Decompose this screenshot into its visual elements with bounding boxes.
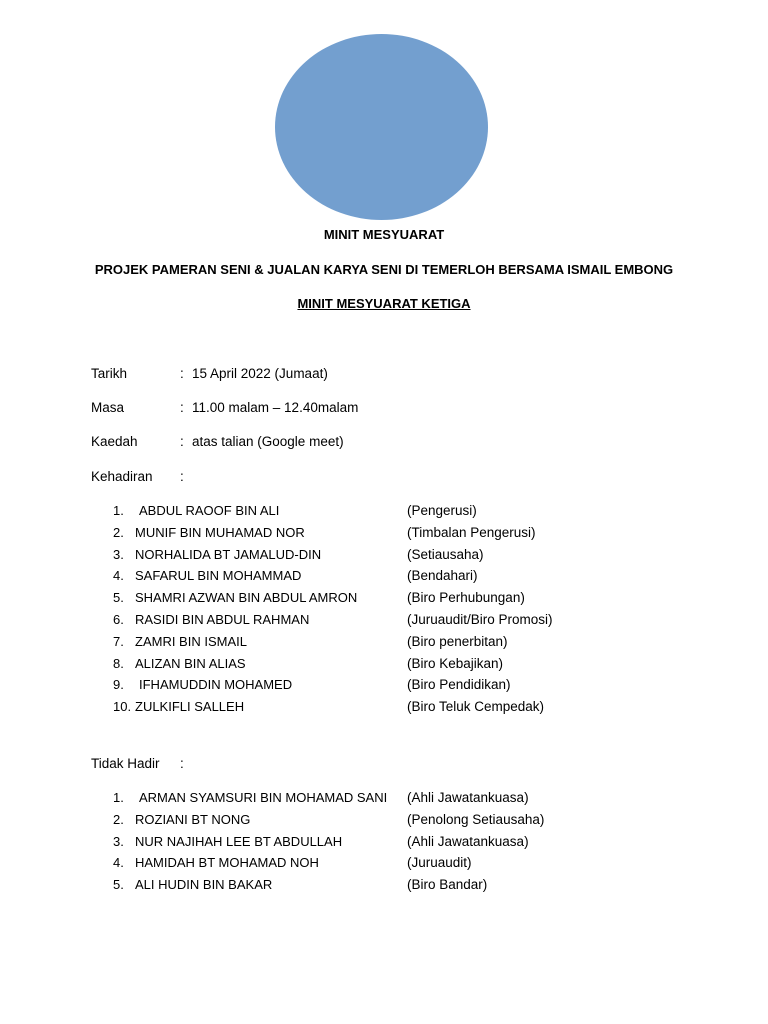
list-item bbox=[0, 653, 768, 675]
member-role: (Bendahari) bbox=[407, 568, 478, 584]
item-number: 3. bbox=[113, 833, 124, 849]
member-role: (Biro Pendidikan) bbox=[407, 677, 511, 693]
meta-value-masa: 11.00 malam – 12.40malam bbox=[192, 400, 359, 415]
list-item bbox=[0, 874, 768, 896]
member-name: SAFARUL BIN MOHAMMAD bbox=[135, 568, 302, 584]
member-name: ALIZAN BIN ALIAS bbox=[135, 655, 246, 671]
meta-value-kaedah: atas talian (Google meet) bbox=[192, 434, 344, 449]
item-number: 5. bbox=[113, 877, 124, 893]
meta-colon: : bbox=[180, 366, 184, 381]
list-item bbox=[0, 831, 768, 853]
project-title: PROJEK PAMERAN SENI & JUALAN KARYA SENI DI TEMERLOH BERSAMA ISMAIL EMBONG bbox=[94, 262, 674, 277]
list-item bbox=[0, 522, 768, 544]
item-number: 2. bbox=[113, 811, 124, 827]
member-name: NUR NAJIHAH LEE BT ABDULLAH bbox=[135, 833, 343, 849]
meta-colon: : bbox=[180, 434, 184, 449]
meta-label-kaedah: Kaedah bbox=[91, 434, 138, 449]
item-number: 7. bbox=[113, 633, 124, 649]
list-item bbox=[0, 631, 768, 653]
meta-colon: : bbox=[180, 756, 184, 771]
list-item bbox=[0, 787, 768, 809]
item-number: 2. bbox=[113, 524, 124, 540]
member-role: (Timbalan Pengerusi) bbox=[407, 524, 536, 540]
member-role: (Setiausaha) bbox=[407, 546, 484, 562]
member-name: ZAMRI BIN ISMAIL bbox=[135, 633, 247, 649]
section-label-tidak-hadir: Tidak Hadir bbox=[91, 756, 160, 771]
meta-colon: : bbox=[180, 469, 184, 484]
member-name: RASIDI BIN ABDUL RAHMAN bbox=[135, 611, 310, 627]
member-name: SHAMRI AZWAN BIN ABDUL AMRON bbox=[135, 590, 358, 606]
list-item bbox=[0, 609, 768, 631]
list-item bbox=[0, 587, 768, 609]
meta-row-masa bbox=[91, 398, 491, 418]
document-title: MINIT MESYUARAT bbox=[323, 227, 445, 242]
meta-value-tarikh: 15 April 2022 (Jumaat) bbox=[192, 366, 328, 381]
member-role: (Biro Perhubungan) bbox=[407, 590, 525, 606]
section-label-kehadiran: Kehadiran bbox=[91, 469, 153, 484]
list-item bbox=[0, 500, 768, 522]
item-number: 4. bbox=[113, 855, 124, 871]
member-role: (Juruaudit/Biro Promosi) bbox=[407, 611, 553, 627]
section-heading-tidak-hadir bbox=[91, 754, 491, 774]
list-item bbox=[0, 565, 768, 587]
member-name: ARMAN SYAMSURI BIN MOHAMAD SANI bbox=[139, 790, 388, 805]
list-item bbox=[0, 852, 768, 874]
member-name: ZULKIFLI SALLEH bbox=[135, 699, 245, 715]
member-name: ABDUL RAOOF BIN ALI bbox=[139, 503, 280, 518]
list-item bbox=[0, 696, 768, 718]
member-role: (Biro Bandar) bbox=[407, 877, 488, 893]
item-number: 1. bbox=[113, 503, 124, 518]
meta-row-kaedah bbox=[91, 432, 491, 452]
list-item bbox=[0, 809, 768, 831]
meta-label-masa: Masa bbox=[91, 400, 125, 415]
member-name: ALI HUDIN BIN BAKAR bbox=[135, 877, 273, 893]
logo-circle bbox=[275, 34, 488, 220]
member-name: MUNIF BIN MUHAMAD NOR bbox=[135, 524, 305, 540]
member-name: ROZIANI BT NONG bbox=[135, 811, 251, 827]
list-item bbox=[0, 544, 768, 566]
attendance-list bbox=[0, 500, 768, 718]
member-role: (Ahli Jawatankuasa) bbox=[407, 790, 529, 805]
meta-label-tarikh: Tarikh bbox=[91, 366, 128, 381]
item-number: 5. bbox=[113, 590, 124, 606]
member-role: (Biro Teluk Cempedak) bbox=[407, 699, 545, 715]
item-number: 10. bbox=[113, 699, 132, 715]
item-number: 4. bbox=[113, 568, 124, 584]
member-name: HAMIDAH BT MOHAMAD NOH bbox=[135, 855, 319, 871]
absentee-list bbox=[0, 787, 768, 896]
item-number: 6. bbox=[113, 611, 124, 627]
member-role: (Biro Kebajikan) bbox=[407, 655, 504, 671]
section-heading-kehadiran bbox=[91, 467, 491, 487]
member-role: (Ahli Jawatankuasa) bbox=[407, 833, 529, 849]
item-number: 3. bbox=[113, 546, 124, 562]
member-name: IFHAMUDDIN MOHAMED bbox=[139, 677, 293, 693]
member-role: (Pengerusi) bbox=[407, 503, 477, 518]
item-number: 1. bbox=[113, 790, 124, 805]
member-role: (Penolong Setiausaha) bbox=[407, 811, 545, 827]
meta-row-tarikh bbox=[91, 364, 491, 384]
member-name: NORHALIDA BT JAMALUD-DIN bbox=[135, 546, 322, 562]
item-number: 9. bbox=[113, 677, 124, 693]
meeting-subtitle: MINIT MESYUARAT KETIGA bbox=[297, 296, 471, 311]
member-role: (Biro penerbitan) bbox=[407, 633, 508, 649]
member-role: (Juruaudit) bbox=[407, 855, 472, 871]
meta-colon: : bbox=[180, 400, 184, 415]
item-number: 8. bbox=[113, 655, 124, 671]
list-item bbox=[0, 674, 768, 696]
